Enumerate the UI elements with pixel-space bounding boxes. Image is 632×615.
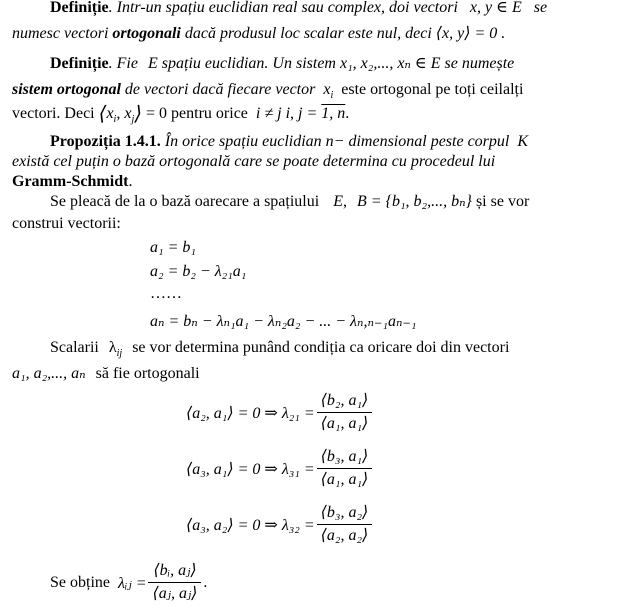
def2-sys: x₁, x₂,..., xₙ ∈ E [339,55,441,72]
def2-E: E [147,55,158,72]
result-line [50,560,207,605]
body2-sub: ij [116,348,123,359]
def2-xi: x [323,81,331,98]
orth-eq-3 [186,502,374,547]
body1-B: B = {b₁, b₂,..., bₙ} [356,193,472,210]
def1-text: . Intr-un spațiu euclidian real sau complex, doi vectori [108,0,458,16]
body2-vecs: a₁, a₂,..., aₙ [12,365,86,382]
prop-text-c: există cel puțin o bază ortogonală care se poate determina cu procedeul lui [12,153,496,170]
def2-line3: vectori. Deci $⟨x_i$, $x_j⟩ = 0$ pentru orice i ≠ j i, j = 1, n. [12,103,350,125]
orth-eq-1-left: ⟨a₂, a₁⟩ = 0 ⇒ λ₂₁ = [186,404,315,422]
body1-line2 [12,214,121,234]
orth-eq-2-frac [317,446,373,491]
eq-a2: a₂ = b₂ − λ₂₁a₁ [150,263,247,280]
eq-dots: …… [150,285,182,302]
def2-text-a: . Fie [108,55,138,72]
result-text: Se obține [50,573,110,591]
orth-eq-2-den: ⟨a₁, a₁⟩ [317,468,373,491]
def2-text-b: spațiu euclidian. Un sistem [161,55,336,72]
body2-line1 [50,338,509,364]
prop-line1 [50,132,528,152]
def2-end: . [345,105,350,122]
body1-text-b: și se vor [475,193,530,210]
prop-n: n [325,133,334,150]
body1-line1 [50,192,529,212]
body2-lam: λ [108,339,117,356]
orth-eq-2-num: ⟨b₃, a₁⟩ [320,448,369,465]
def1-text-c: numesc vectori [12,25,109,42]
prop-text-a: În orice spațiu euclidian [164,133,322,150]
def2-line2: sistem ortogonal de vectori dacă fiecare vector $x_i$ este ortogonal pe toți ceilalți [12,81,524,101]
orth-eq-3-left: ⟨a₃, a₂⟩ = 0 ⇒ λ₃₂ = [186,516,315,534]
orth-eq-1 [186,390,374,435]
result-den: ⟨aⱼ, aⱼ⟩ [148,582,201,605]
def1-line2 [12,24,505,44]
body2-line2 [12,364,200,384]
def2-cond: i ≠ j i, j = [255,105,318,122]
prop-line2 [12,152,495,172]
orth-eq-1-num: ⟨b₂, a₁⟩ [320,392,369,409]
def2-text-d: de vectori dacă fiecare vector [124,81,316,98]
def2-bold: sistem ortogonal [12,81,121,98]
orth-eq-2 [186,446,374,491]
prop-text-b: − dimensional peste corpul [333,133,510,150]
def1-bold: ortogonali [112,25,181,42]
body1-comma: , [342,193,347,210]
def1-vars: x, y ∈ E [469,0,522,16]
result-end: . [203,573,208,591]
prop-label: Propoziția 1.4.1. [50,133,161,150]
def2-text-c: se numește [444,55,515,72]
prop-name: Gramm-Schmidt [12,173,129,190]
def1-line1 [50,0,547,18]
def2-label: Definiție [50,55,109,72]
eq-an: aₙ = bₙ − λₙ₁a₁ − λₙ₂a₂ − ... − λₙ,ₙ₋₁aₙ₋₁ [150,313,417,330]
prop-K: K [517,133,529,150]
def1-formula: ⟨x, y⟩ = 0 . [435,25,506,42]
def1-text-d: dacă produsul loc scalar este nul, deci [184,25,432,42]
def2-text-f: vectori. Deci [12,105,95,122]
orth-eq-3-num: ⟨b₃, a₂⟩ [320,504,369,521]
result-left: λᵢⱼ = [118,574,147,592]
body1-text-a: Se pleacă de la o bază oarecare a spațiului [50,193,320,210]
def1-text-b: se [533,0,548,16]
orth-eq-3-den: ⟨a₂, a₂⟩ [317,524,373,547]
body2-text-b: se vor determina punând condiția ca oricare doi din vectori [132,339,510,356]
def2-text-g: = 0 pentru orice [146,105,248,122]
result-num: ⟨bᵢ, aⱼ⟩ [153,562,197,579]
def1-label: Definiție [50,0,109,16]
def2-range: 1, n [321,105,346,122]
result-frac [148,560,201,605]
body2-text-a: Scalarii [50,339,99,356]
orth-eq-1-frac [317,390,373,435]
orth-eq-2-left: ⟨a₃, a₁⟩ = 0 ⇒ λ₃₁ = [186,460,315,478]
def2-text-e: este ortogonal pe toți ceilalți [341,81,524,98]
eq-a1: a₁ = b₁ [150,239,196,256]
prop-line3 [12,172,132,192]
body2-text-c: să fie ortogonali [95,365,200,382]
orth-eq-1-den: ⟨a₁, a₁⟩ [317,412,373,435]
orth-eq-3-frac [317,502,373,547]
def2-line1 [50,54,514,74]
prop-dot: . [128,173,133,190]
body1-E: E [333,193,343,210]
body1-text-c: construi vectorii: [12,215,121,232]
